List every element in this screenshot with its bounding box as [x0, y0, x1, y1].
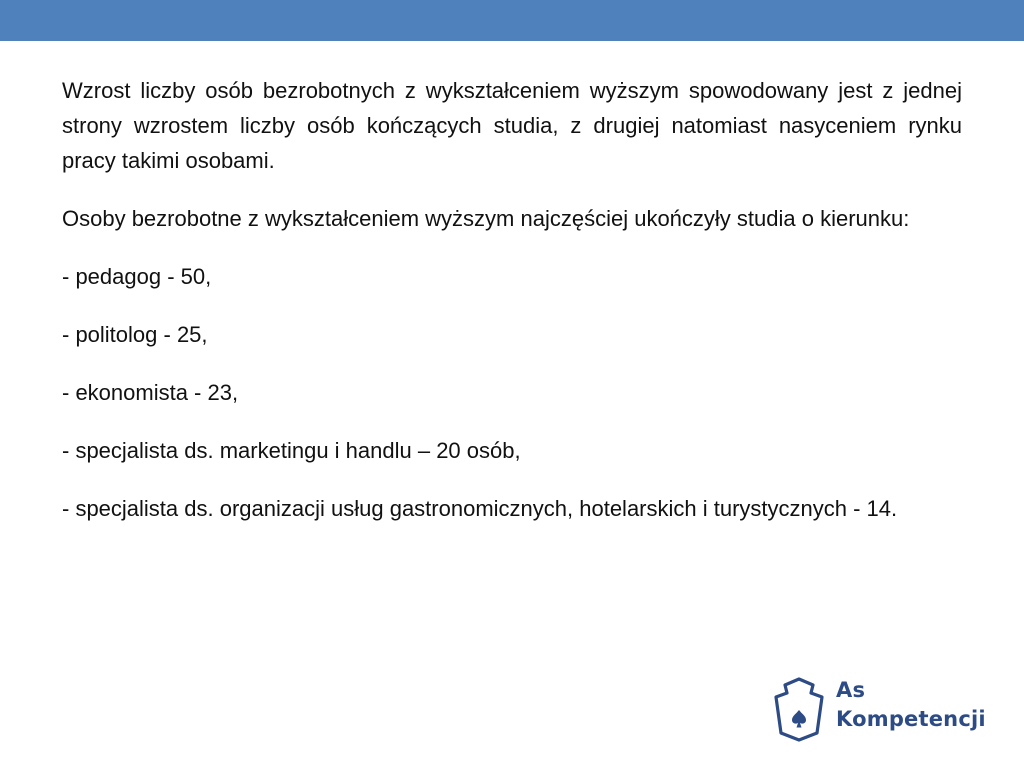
logo-line-kompetencji: Kompetencji — [836, 707, 986, 731]
top-bar — [0, 0, 1024, 41]
paragraph-intro: Wzrost liczby osób bezrobotnych z wykształceniem wyższym spowodowany jest z jednej strony wzrostem liczby osób kończących studia, z drugiej natomiast nasyceniem rynku pracy takimi osobami. — [62, 78, 962, 173]
spade-card-icon — [768, 672, 830, 742]
list-item: - specjalista ds. organizacji usług gastronomicznych, hotelarskich i turystycznych - 14. — [62, 496, 898, 521]
as-kompetencji-logo — [768, 672, 998, 744]
slide-content — [62, 73, 962, 526]
list-item: - pedagog - 50, — [62, 264, 212, 289]
logo-text — [836, 676, 986, 734]
list-item: - politolog - 25, — [62, 322, 208, 347]
paragraph-fields: Osoby bezrobotne z wykształceniem wyższym najczęściej ukończyły studia o kierunku: — [62, 206, 910, 231]
list-item: - specjalista ds. marketingu i handlu – 20 osób, — [62, 438, 521, 463]
logo-line-as: As — [836, 678, 866, 702]
list-item: - ekonomista - 23, — [62, 380, 239, 405]
